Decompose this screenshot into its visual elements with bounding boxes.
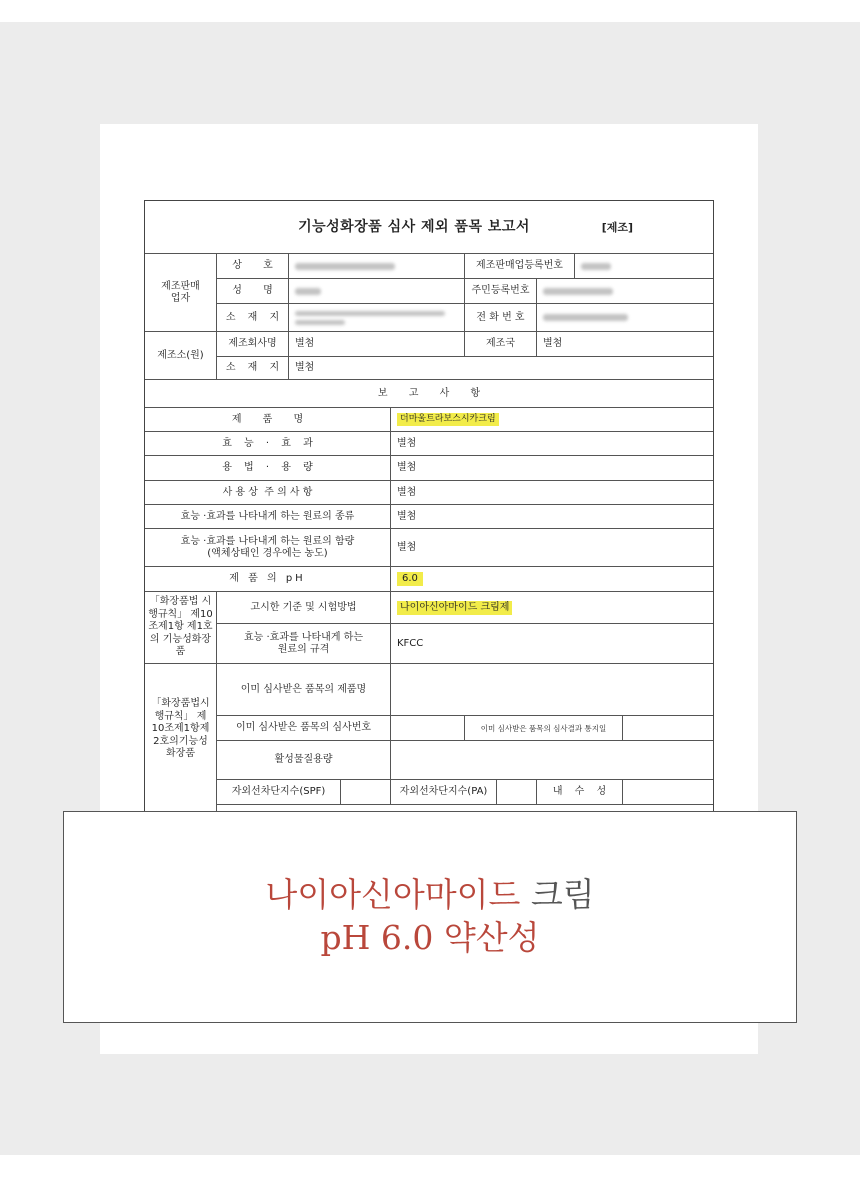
seller-rep-value — [289, 279, 465, 304]
test-method-label: 고시한 기준 및 시험방법 — [217, 592, 391, 624]
spf-label: 자외선차단지수(SPF) — [217, 780, 341, 805]
seller-name-label: 상 호 — [217, 254, 289, 279]
efficacy-value: 별첨 — [391, 432, 713, 456]
form-title-row — [145, 201, 713, 254]
caption-cream: 크림 — [520, 875, 595, 915]
seller-phone-value — [537, 304, 713, 332]
pa-value — [497, 780, 537, 805]
test-method-value: 나이아신아마이드 크림제 — [391, 592, 713, 624]
seller-name-value — [289, 254, 465, 279]
ingredient-spec-value: KFCC — [391, 624, 713, 664]
seller-phone-label: 전 화 번 호 — [465, 304, 537, 332]
maker-section-label: 제조소(원) — [145, 332, 217, 380]
maker-company-label: 제조회사명 — [217, 332, 289, 357]
efficacy-label: 효 능 · 효 과 — [145, 432, 391, 456]
redacted-text — [543, 314, 628, 321]
caption-box — [63, 811, 797, 1023]
caption-line-2: pH 6.0 약산성 — [320, 918, 540, 957]
caution-label: 사 용 상 주 의 사 항 — [145, 481, 391, 505]
pa-label: 자외선차단지수(PA) — [391, 780, 497, 805]
form-title: 기능성화장품 심사 제외 품목 보고서 — [298, 218, 530, 235]
maker-country-value: 별첨 — [537, 332, 713, 357]
seller-id-label: 주민등록번호 — [465, 279, 537, 304]
prev-product-value — [391, 664, 713, 716]
report-form — [144, 200, 714, 812]
ingredient-spec-label: 효능 ·효과를 나타내게 하는 원료의 규격 — [217, 624, 391, 664]
product-name-label: 제 품 명 — [145, 408, 391, 432]
prev-review-no-label: 이미 심사받은 품목의 심사번호 — [217, 716, 391, 741]
ingredient-type-value: 별첨 — [391, 505, 713, 529]
form-doc-type: [제조] — [601, 221, 633, 234]
usage-value: 별첨 — [391, 456, 713, 481]
water-label: 내 수 성 — [537, 780, 623, 805]
report-header: 보 고 사 항 — [145, 380, 713, 408]
redacted-text — [581, 263, 611, 270]
seller-rep-label: 성 명 — [217, 279, 289, 304]
maker-country-label: 제조국 — [465, 332, 537, 357]
law1-label: 「화장품법 시행규칙」 제10조제1항 제1호의 기능성화장품 — [145, 592, 217, 664]
redacted-text — [295, 320, 345, 325]
maker-addr-label: 소 재 지 — [217, 357, 289, 380]
caption-line-1 — [265, 874, 594, 917]
seller-addr-value — [289, 304, 465, 332]
redacted-text — [295, 311, 445, 316]
caption-ingredient: 나이아신아마이드 — [265, 875, 521, 915]
caution-value: 별첨 — [391, 481, 713, 505]
redacted-text — [543, 288, 613, 295]
maker-company-value: 별첨 — [289, 332, 465, 357]
product-name-value: 더마울트라보스시카크림 — [391, 408, 713, 432]
seller-section-label: 제조판매업자 — [145, 254, 217, 332]
active-amount-label: 활성물질용량 — [217, 741, 391, 780]
ingredient-amount-label: 효능 ·효과를 나타내게 하는 원료의 함량 (액체상태인 경우에는 농도) — [145, 529, 391, 567]
ingredient-amount-value: 별첨 — [391, 529, 713, 567]
spf-value — [341, 780, 391, 805]
redacted-text — [295, 263, 395, 270]
seller-addr-label: 소 재 지 — [217, 304, 289, 332]
prev-review-no-value — [391, 716, 465, 741]
seller-id-value — [537, 279, 713, 304]
seller-reg-label: 제조판매업등록번호 — [465, 254, 575, 279]
maker-addr-value: 별첨 — [289, 357, 713, 380]
ingredient-type-label: 효능 ·효과를 나타내게 하는 원료의 종류 — [145, 505, 391, 529]
seller-reg-value — [575, 254, 713, 279]
prev-result-value — [623, 716, 713, 741]
usage-label: 용 법 · 용 량 — [145, 456, 391, 481]
prev-result-label: 이미 심사받은 품목의 심사결과 통지일 — [465, 716, 623, 741]
law2-label: 「화장품법시 행규칙」 제 10조제1항제 2호의기능성 화장품 — [145, 664, 217, 812]
active-amount-value — [391, 741, 713, 780]
ph-value: 6.0 — [391, 567, 713, 592]
redacted-text — [295, 288, 321, 295]
prev-product-label: 이미 심사받은 품목의 제품명 — [217, 664, 391, 716]
ph-label: 제 품 의 pH — [145, 567, 391, 592]
water-value — [623, 780, 713, 805]
